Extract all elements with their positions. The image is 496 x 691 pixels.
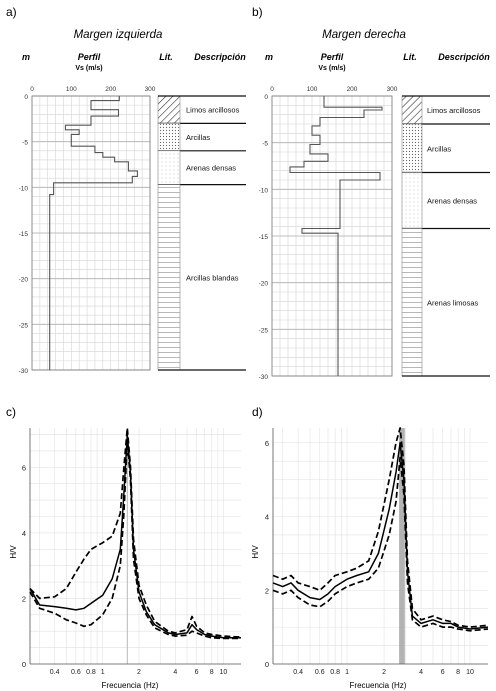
- y-tick-label: -15: [18, 231, 28, 238]
- panel-label-b: b): [252, 5, 263, 19]
- y-tick-label: -10: [258, 187, 268, 195]
- hv-panel-c: [22, 428, 241, 676]
- panel-label-d: d): [252, 405, 263, 419]
- x-tick-label: 0.8: [330, 669, 340, 676]
- x-tick-label: 0.4: [49, 669, 60, 676]
- y-tick-label: -10: [18, 185, 28, 193]
- layer-description: Arcillas: [427, 144, 452, 154]
- x-tick-label: 4: [419, 669, 424, 676]
- x-tick-label: 300: [144, 86, 156, 93]
- x-tick-label: 2: [382, 669, 387, 676]
- title-b: Margen derecha: [322, 29, 406, 41]
- x-tick-label: 10: [466, 669, 474, 676]
- y-tick-label: 6: [21, 463, 26, 473]
- y-tick-label: 0: [264, 94, 268, 101]
- y-tick-label: 0: [264, 660, 269, 669]
- x-tick-label: 200: [346, 86, 358, 93]
- layer-description: Arcillas: [186, 133, 211, 143]
- x-tick-label: 100: [65, 86, 77, 93]
- title-a: Margen izquierda: [73, 29, 163, 41]
- depth-header-b: m: [265, 52, 274, 62]
- y-tick-label: 4: [264, 512, 269, 522]
- ylabel-c: H/V: [9, 545, 18, 559]
- lithology-layer: [158, 185, 180, 370]
- y-tick-label: -25: [258, 327, 268, 335]
- x-tick-label: 0.6: [314, 669, 325, 676]
- y-tick-label: 2: [264, 586, 269, 596]
- layer-description: Arenas densas: [186, 163, 237, 173]
- x-tick-label: 8: [456, 669, 461, 676]
- y-tick-label: -20: [18, 276, 28, 284]
- depth-header-a: m: [22, 52, 31, 62]
- profile-panel-a: [19, 86, 246, 375]
- x-tick-label: 100: [306, 86, 318, 93]
- profile-sub-a: Vs (m/s): [75, 65, 103, 72]
- x-tick-label: 6: [440, 669, 445, 676]
- lithology-layer: [158, 123, 180, 150]
- xlabel-c: Frecuencia (Hz): [101, 681, 159, 690]
- y-tick-label: -25: [18, 322, 28, 330]
- x-tick-label: 6: [194, 669, 199, 676]
- hv-std-curve: [30, 441, 241, 638]
- desc-header-a: Descripción: [194, 52, 246, 62]
- x-tick-label: 8: [209, 669, 214, 676]
- x-tick-label: 0: [270, 86, 274, 93]
- x-tick-label: 1: [100, 669, 105, 676]
- panel-label-a: a): [6, 5, 17, 19]
- y-tick-label: 6: [264, 438, 269, 448]
- hv-panel-d: [265, 428, 488, 676]
- profile-sub-b: Vs (m/s): [318, 65, 346, 72]
- x-tick-label: 10: [219, 669, 228, 676]
- x-tick-label: 300: [386, 86, 398, 93]
- x-tick-label: 0: [30, 86, 34, 93]
- layer-description: Limos arcillosos: [427, 106, 481, 115]
- layer-description: Arenas densas: [427, 196, 478, 206]
- x-tick-label: 1: [345, 669, 349, 676]
- layer-description: Arenas limosas: [427, 298, 479, 308]
- y-tick-label: 0: [21, 660, 26, 669]
- hv-std-curve: [273, 428, 488, 627]
- lith-header-b: Lit.: [403, 52, 417, 62]
- x-tick-label: 0.4: [293, 669, 303, 676]
- lithology-layer: [402, 173, 422, 229]
- panel-label-c: c): [6, 405, 16, 419]
- y-tick-label: 4: [21, 528, 26, 538]
- profile-panel-b: [259, 86, 490, 381]
- lithology-layer: [402, 96, 422, 124]
- y-tick-label: -30: [258, 374, 268, 381]
- layer-description: Limos arcillosos: [186, 105, 240, 115]
- lithology-layer: [402, 229, 422, 376]
- lith-header-a: Lit.: [159, 52, 173, 62]
- hv-mean-curve: [30, 435, 241, 638]
- x-tick-label: 200: [105, 86, 117, 93]
- layer-description: Arcillas blandas: [186, 273, 239, 283]
- desc-header-b: Descripción: [438, 52, 490, 62]
- lithology-layer: [402, 124, 422, 173]
- y-tick-label: 2: [21, 594, 26, 604]
- lithology-layer: [158, 96, 180, 123]
- y-tick-label: -30: [18, 368, 28, 375]
- y-tick-label: -5: [22, 139, 28, 147]
- hv-std-curve: [30, 428, 241, 637]
- profile-header-a: Perfil: [77, 52, 101, 62]
- ylabel-d: H/V: [251, 545, 260, 559]
- x-tick-label: 0.8: [86, 669, 96, 676]
- lithology-layer: [158, 151, 180, 185]
- y-tick-label: -20: [258, 280, 268, 288]
- y-tick-label: 0: [24, 94, 28, 101]
- x-tick-label: 0.6: [71, 669, 81, 676]
- x-tick-label: 4: [173, 669, 178, 676]
- x-tick-label: 2: [137, 669, 141, 676]
- y-tick-label: -5: [262, 140, 268, 148]
- xlabel-d: Frecuencia (Hz): [349, 681, 407, 690]
- y-tick-label: -15: [258, 234, 268, 241]
- profile-header-b: Perfil: [320, 52, 344, 62]
